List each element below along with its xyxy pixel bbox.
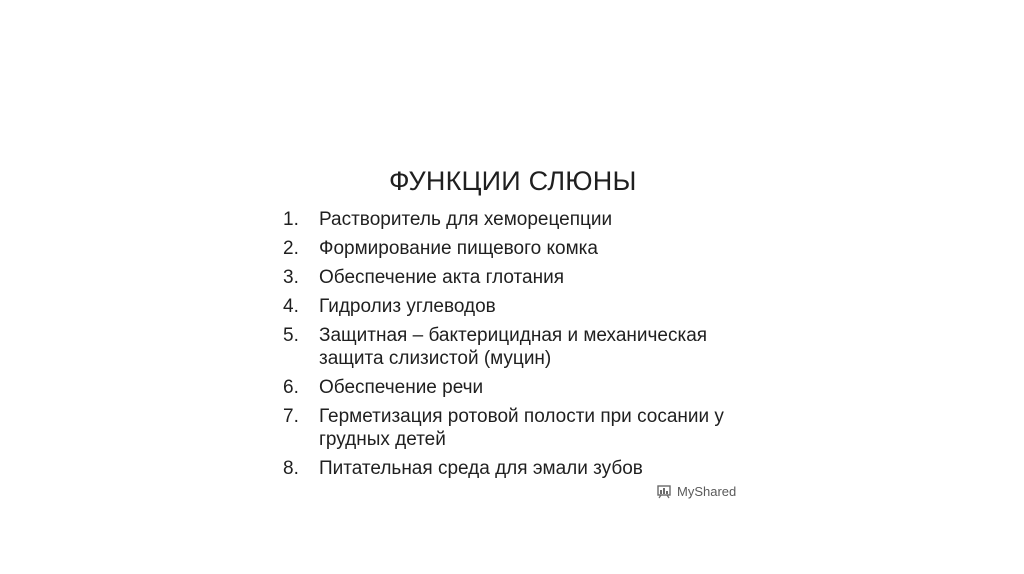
list-item-text: Защитная – бактерицидная и механическая защита слизистой (муцин) bbox=[319, 325, 708, 369]
list-item-number: 7. bbox=[283, 406, 299, 427]
list-item bbox=[283, 266, 763, 289]
list-item-number: 1. bbox=[283, 209, 299, 230]
watermark-text: MyShared bbox=[677, 484, 737, 499]
list-item bbox=[283, 237, 763, 260]
functions-list bbox=[283, 208, 763, 486]
list-item-number: 5. bbox=[283, 325, 299, 346]
list-item bbox=[283, 405, 763, 451]
list-item bbox=[283, 208, 763, 231]
list-item-number: 3. bbox=[283, 267, 299, 288]
list-item-text: Герметизация ротовой полости при сосании у грудных детей bbox=[319, 406, 724, 450]
list-item-number: 8. bbox=[283, 458, 299, 479]
list-item bbox=[283, 376, 763, 399]
list-item-number: 4. bbox=[283, 296, 299, 317]
list-item bbox=[283, 295, 763, 318]
slide-title: ФУНКЦИИ СЛЮНЫ bbox=[389, 166, 637, 196]
list-item-number: 6. bbox=[283, 377, 299, 398]
list-item-text: Растворитель для хеморецепции bbox=[319, 209, 613, 230]
list-item-text: Питательная среда для эмали зубов bbox=[319, 458, 643, 479]
list-item-text: Формирование пищевого комка bbox=[319, 238, 598, 259]
myshared-watermark[interactable] bbox=[657, 484, 736, 499]
list-item-number: 2. bbox=[283, 238, 299, 259]
list-item-text: Гидролиз углеводов bbox=[319, 296, 496, 317]
list-item bbox=[283, 324, 763, 370]
list-item bbox=[283, 457, 763, 480]
myshared-logo-icon bbox=[657, 485, 673, 499]
list-item-text: Обеспечение акта глотания bbox=[319, 267, 564, 288]
list-item-text: Обеспечение речи bbox=[319, 377, 484, 398]
